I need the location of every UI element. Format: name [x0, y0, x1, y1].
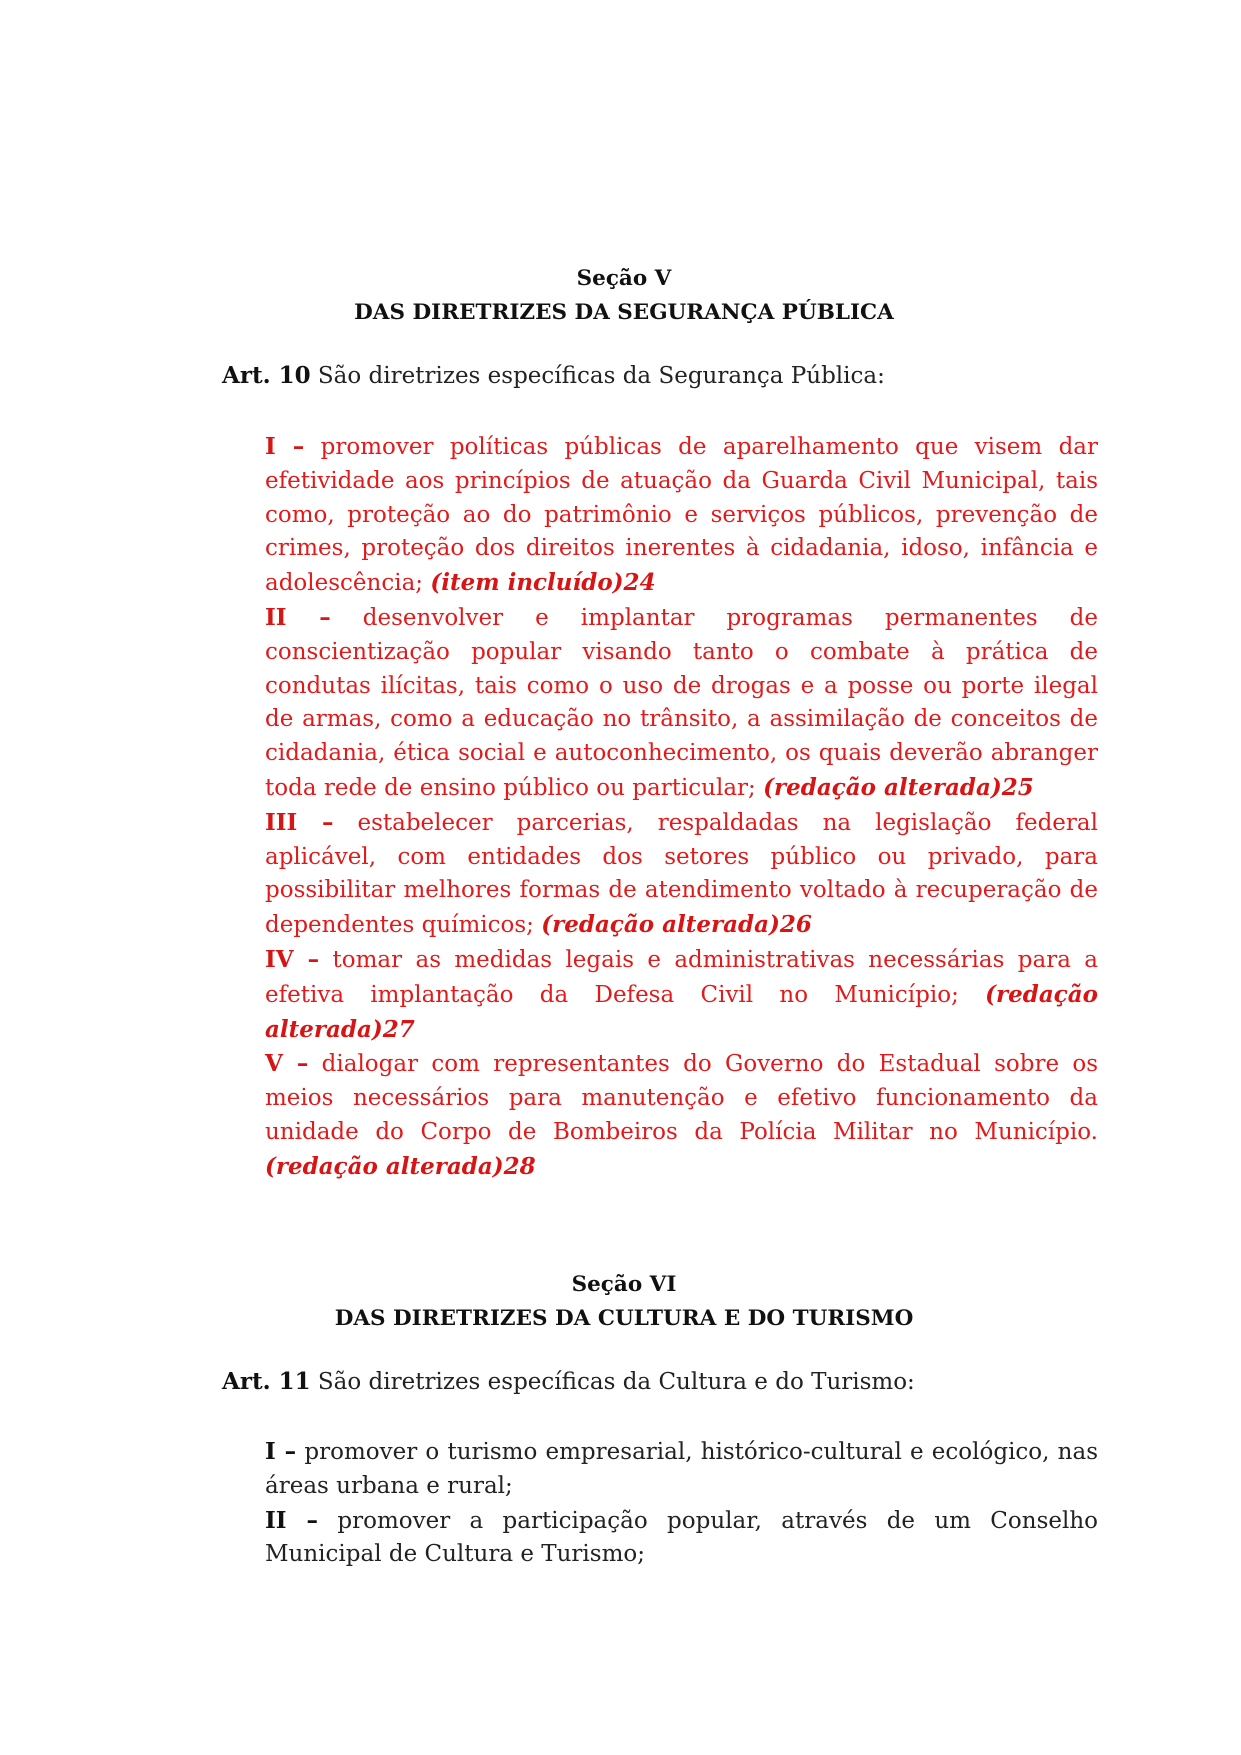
item-text: desenvolver e implantar programas permanentes de conscientização popular visando tanto o combate à prática de condutas ilícitas, tais como o uso de drogas e a posse ou porte ilegal de armas, como a educação no trânsito, a assimilação de conceitos de cidadania, ética social e autoconhecimento, os quais deverão abranger toda rede de ensino público ou particular;: [265, 604, 1098, 801]
item-number: II –: [265, 1506, 319, 1534]
section-v-heading: [200, 262, 1048, 330]
section-subtitle: DAS DIRETRIZES DA SEGURANÇA PÚBLICA: [354, 300, 894, 325]
article-label: Art. 10: [222, 362, 311, 389]
list-item: [265, 943, 1098, 1047]
article-text: São diretrizes específicas da Segurança Pública:: [317, 363, 885, 389]
item-number: III –: [265, 808, 334, 836]
amendment-note: (redação alterada)28: [265, 1152, 536, 1180]
item-text: dialogar com representantes do Governo do Estadual sobre os meios necessários para manutenção e efetivo funcionamento da unidade do Corpo de Bombeiros da Polícia Militar no Município.: [265, 1051, 1098, 1145]
article-11: [222, 1365, 1102, 1399]
article-text: São diretrizes específicas da Cultura e do Turismo:: [317, 1369, 915, 1395]
article-10: [222, 359, 1102, 393]
amendment-note: (redação alterada)26: [541, 911, 812, 939]
list-item: [265, 806, 1098, 943]
list-item: [265, 1047, 1098, 1184]
article-11-items: [265, 1435, 1098, 1572]
item-text: promover políticas públicas de aparelhamento que visem dar efetividade aos princípios de atuação da Guarda Civil Municipal, tais como, proteção ao do patrimônio e serviços públicos, prevenção de crimes, proteção dos direitos inerentes à cidadania, idoso, infância e adolescência;: [265, 434, 1099, 597]
item-text: estabelecer parcerias, respaldadas na legislação federal aplicável, com entidades dos setores público ou privado, para possibilitar melhores formas de atendimento voltado à recuperação de dependentes químicos;: [265, 809, 1098, 939]
item-text: promover a participação popular, através de um Conselho Municipal de Cultura e Turismo;: [265, 1507, 1098, 1568]
item-number: I –: [265, 1438, 297, 1465]
item-number: II –: [265, 603, 331, 631]
amendment-note: (redação alterada)25: [763, 773, 1034, 801]
section-subtitle: DAS DIRETRIZES DA CULTURA E DO TURISMO: [334, 1306, 914, 1331]
section-title: Seção VI: [571, 1272, 677, 1297]
article-10-items: [265, 430, 1098, 1185]
list-item: [265, 1504, 1098, 1573]
list-item: [265, 601, 1098, 806]
amendment-note: (item incluído)24: [430, 569, 656, 597]
section-title: Seção V: [576, 266, 672, 291]
item-number: I –: [265, 433, 305, 460]
list-item: [265, 430, 1098, 601]
section-vi-heading: [200, 1268, 1048, 1336]
item-number: IV –: [265, 945, 320, 973]
item-text: tomar as medidas legais e administrativas necessárias para a efetiva implantação da Defesa Civil no Município;: [265, 946, 1098, 1008]
item-number: V –: [265, 1050, 309, 1078]
article-label: Art. 11: [222, 1368, 311, 1395]
amendment-note: (redação alterada)27: [265, 980, 1099, 1043]
item-text: promover o turismo empresarial, histórico-cultural e ecológico, nas áreas urbana e rural;: [265, 1439, 1098, 1499]
list-item: [265, 1435, 1098, 1504]
